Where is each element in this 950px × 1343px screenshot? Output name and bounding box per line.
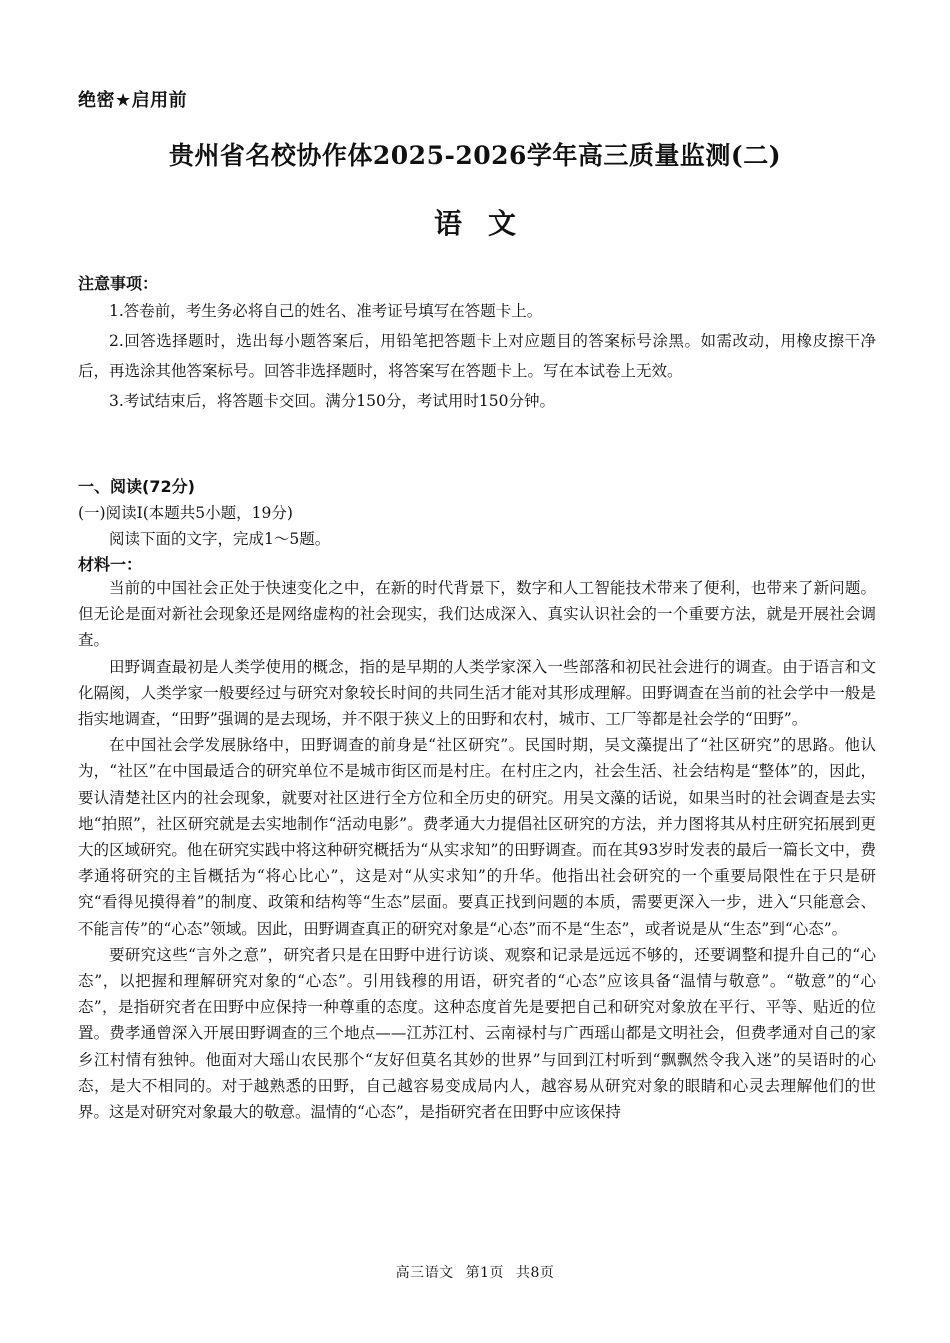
material-text	[78, 575, 876, 1125]
note-item: 3.考试结束后，将答题卡交回。满分150分，考试用时150分钟。	[109, 392, 555, 410]
reading-section-header	[78, 474, 876, 578]
section-instruction: 阅读下面的文字，完成1～5题。	[109, 530, 331, 548]
paragraph: 当前的中国社会正处于快速变化之中，在新的时代背景下，数字和人工智能技术带来了便利，也带来了新问题。但无论是面对新社会现象还是网络虚构的社会现实，我们达成深入、真实认识社会的一个重要方法，就是开展社会调查。	[78, 579, 876, 650]
paragraph: 要研究这些“言外之意”，研究者只是在田野中进行访谈、观察和记录是远远不够的，还要调整和提升自己的“心态”，以把握和理解研究对象的“心态”。引用钱穆的用语，研究者的“心态”应该具备“温情与敬意”。“敬意”的“心态”，是指研究者在田野中应保持一种尊重的态度。这种态度首先是要把自己和研究对象放在平行、平等、贴近的位置。费孝通曾深入开展田野调查的三个地点——江苏江村、云南禄村与广西瑶山都是文明社会，但费孝通对自己的家乡江村情有独钟。他面对大瑶山农民那个“友好但莫名其妙的世界”与回到江村听到“飘飘然令我入迷”的吴语时的心态，是大不相同的。对于越熟悉的田野，自己越容易变成局内人，越容易从研究对象的眼睛和心灵去理解他们的世界。这是对研究对象最大的敬意。温情的“心态”，是指研究者在田野中应该保持	[78, 945, 876, 1122]
material-label: 材料一：	[78, 555, 143, 574]
note-item: 1.答卷前，考生务必将自己的姓名、准考证号填写在答题卡上。	[109, 302, 543, 320]
paragraph: 田野调查最初是人类学使用的概念，指的是早期的人类学家深入一些部落和初民社会进行的调查。由于语言和文化隔阂，人类学家一般要经过与研究对象较长时间的共同生活才能对其形成理解。田野调查在当前的社会学中一般是指实地调查，“田野”强调的是去现场，并不限于狭义上的田野和农村，城市、工厂等都是社会学的“田野”。	[78, 657, 876, 729]
page-footer	[0, 1262, 950, 1282]
secret-label: 绝密★启用前	[78, 90, 188, 111]
subject-title: 语文	[433, 207, 542, 240]
subsection-title: (一)阅读Ⅰ(本题共5小题，19分)	[78, 504, 293, 522]
note-item: 2.回答选择题时，选出每小题答案后，用铅笔把答题卡上对应题目的答案标号涂黑。如需改动，用橡皮擦干净后，再选涂其他答案标号。回答非选择题时，将答案写在答题卡上。写在本试卷上无效。	[78, 332, 876, 380]
paragraph: 在中国社会学发展脉络中，田野调查的前身是“社区研究”。民国时期，吴文藻提出了“社区研究”的思路。他认为，“社区”在中国最适合的研究单位不是城市街区而是村庄。在村庄之内，社会生活、社会结构是“整体”的，因此，要认清楚社区内的社会现象，就要对社区进行全方位和全历史的研究。用吴文藻的话说，如果当时的社会调查是去实地“拍照”，社区研究就是去实地制作“活动电影”。费孝通大力提倡社区研究的方法，并力图将其从村庄研究拓展到更大的区域研究。他在研究实践中将这种研究概括为“从实求知”的田野调查。而在其93岁时发表的最后一篇长文中，费孝通将研究的主旨概括为“将心比心”，这是对“从实求知”的升华。他指出社会研究的一个重要局限性在于只是研究“看得见摸得着”的制度、政策和结构等“生态”层面。要真正找到问题的本质，需要更深入一步，进入“只能意会、不能言传”的“心态”领域。因此，田野调查真正的研究对象是“心态”而不是“生态”，或者说是从“生态”到“心态”。	[78, 736, 876, 938]
exam-title: 贵州省名校协作体2025-2026学年高三质量监测(二)	[168, 141, 782, 170]
footer-page: 第1页	[465, 1265, 504, 1281]
footer-subject: 高三语文	[395, 1265, 454, 1281]
notes-heading: 注意事项：	[78, 274, 159, 293]
section-title: 一、阅读(72分)	[78, 477, 195, 496]
footer-total: 共8页	[516, 1265, 555, 1281]
notes-list	[78, 296, 876, 416]
